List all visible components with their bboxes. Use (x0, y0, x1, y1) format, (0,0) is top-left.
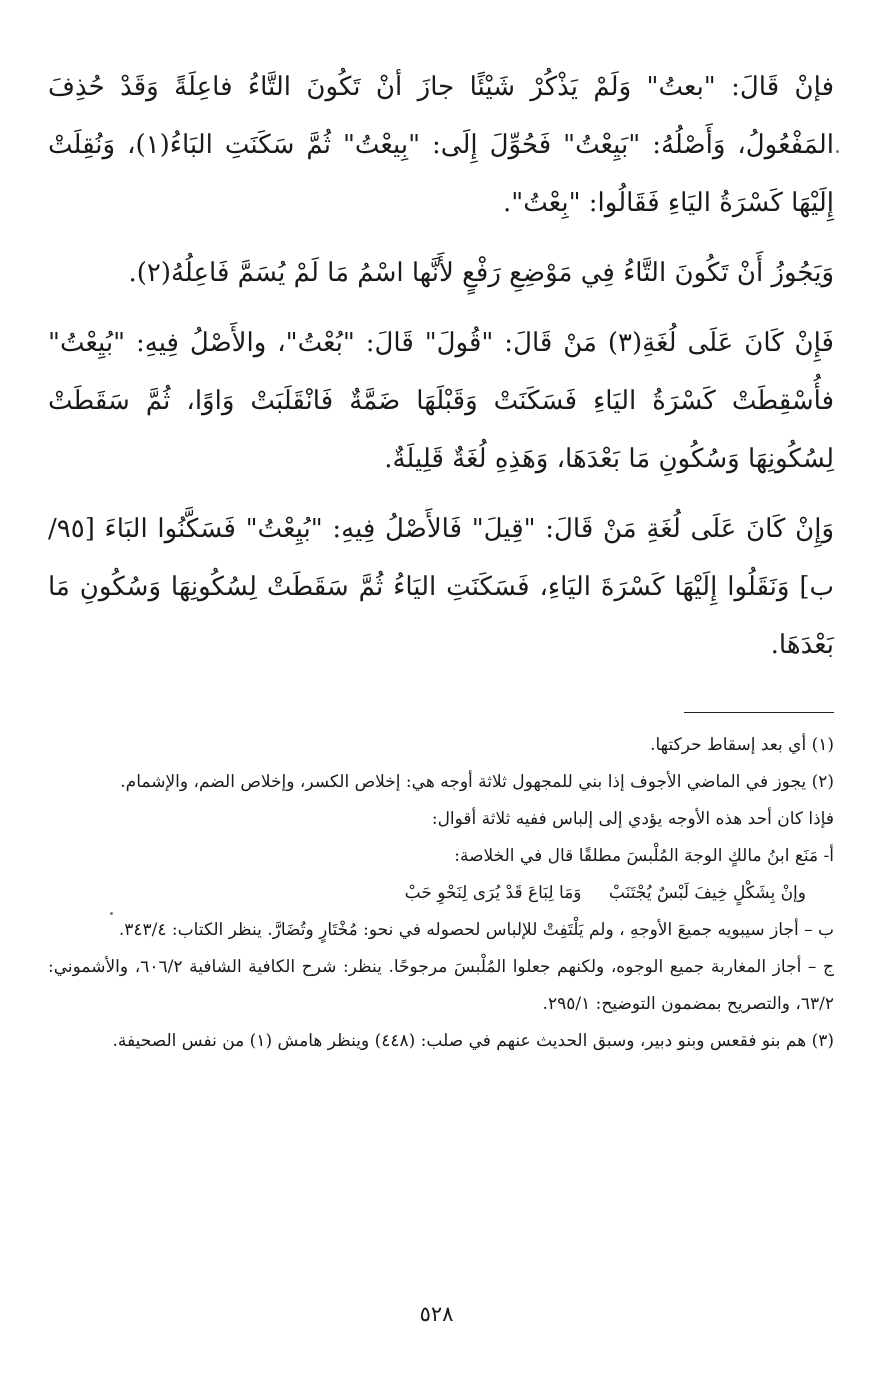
footnote-2: (٢) يجوز في الماضي الأجوف إذا بني للمجهول ثلاثة أوجه هي: إخلاص الكسر، وإخلاص الضم، والإشمام. (120, 772, 834, 792)
body-paragraph: وَإِنْ كَانَ عَلَى لُغَةِ مَنْ قَالَ: "قِيلَ" فَالأَصْلُ فِيهِ: "بُيِعْتُ" فَسَكَّنُوا البَاءَ [٩٥/ب] وَنَقَلُوا إِلَيْهَا كَسْرَةَ اليَاءِ، فَسَكَنَتِ اليَاءُ ثُمَّ سَقَطَتْ لِسُكُونِهَا وَسُكُونِ مَا بَعْدَهَا. (48, 514, 834, 660)
body-paragraph: فإنْ قَالَ: "بعتُ" وَلَمْ يَذْكُرْ شَيْئًا جازَ أنْ تَكُونَ التَّاءُ فاعِلَةً وَقَدْ حُذِفَ المَفْعُولُ، وَأَصْلُهُ: "بَيِعْتُ" فَحُوِّلَ إِلَى: "بِيعْتُ" ثُمَّ سَكَنَتِ البَاءُ(١)، وَنُقِلَتْ إِلَيْهَا كَسْرَةُ اليَاءِ فَقَالُوا: "بِعْتُ". (48, 72, 834, 218)
footnote-3: (٣) هم بنو فقعس وبنو دبير، وسبق الحديث عنهم في صلب: (٤٤٨) وينظر هامش (١) من نفس الصحيفة. (112, 1031, 834, 1051)
scan-speck (836, 150, 839, 153)
footnote-2-b: ب – أجاز سيبويه جميعَ الأوجهِ ، ولم يَلْتَفِتْ للإلباس لحصوله في نحو: مُخْتَارٍ وتُضَارَّ. ينظر الكتاب: ٣٤٣/٤. (118, 920, 834, 940)
footnote-1: (١) أي بعد إسقاط حركتها. (650, 735, 834, 755)
page-content (48, 58, 834, 1060)
footnote-separator (684, 712, 834, 713)
body-paragraph: فَإِنْ كَانَ عَلَى لُغَةِ(٣) مَنْ قَالَ: "قُولَ" قَالَ: "بُعْتُ"، والأَصْلُ فِيهِ: "بُيِعْتُ" فأُسْقِطَتْ كَسْرَةُ اليَاءِ فَسَكَنَتْ وَقَبْلَهَا ضَمَّةٌ فَانْقَلَبَتْ وَاوًا، ثُمَّ سَقَطَتْ لِسُكُونِهَا وَسُكُونِ مَا بَعْدَهَا، وَهَذِهِ لُغَةٌ قَلِيلَةٌ. (48, 328, 834, 474)
footnote-2-intro: فإذا كان أحد هذه الأوجه يؤدي إلى إلباس ففيه ثلاثة أقوال: (431, 809, 834, 829)
footnotes (48, 727, 834, 1060)
footnote-2-c: ج – أجاز المغاربة جميع الوجوه، ولكنهم جعلوا المُلْبسَ مرجوحًا. ينظر: شرح الكافية الشافية ٦٠٦/٢، والأشموني: ٦٣/٢، والتصريح بمضمون التوضيح: ٢٩٥/١. (48, 957, 834, 1014)
page-number: ٥٢٨ (419, 1302, 454, 1326)
verse-line (48, 875, 834, 912)
verse-second-hemistich: وَمَا لِبَاعَ قَدْ يُرَى لِنَحْوِ حَبْ (404, 883, 582, 903)
footnote-2-a: أ- مَنَع ابنُ مالكٍ الوجهَ المُلْبسَ مطلقًا قال في الخلاصة: (454, 846, 834, 866)
scan-speck (110, 912, 113, 915)
body-paragraph: وَيَجُوزُ أَنْ تَكُونَ التَّاءُ فِي مَوْضِعِ رَفْعٍ لأَنَّها اسْمُ مَا لَمْ يُسَمَّ فَاعِلُهُ(٢). (128, 258, 834, 288)
verse-first-hemistich: وإنْ بِشَكْلٍ خِيفَ لَبْسٌ يُجْتَنَبْ (608, 883, 806, 903)
